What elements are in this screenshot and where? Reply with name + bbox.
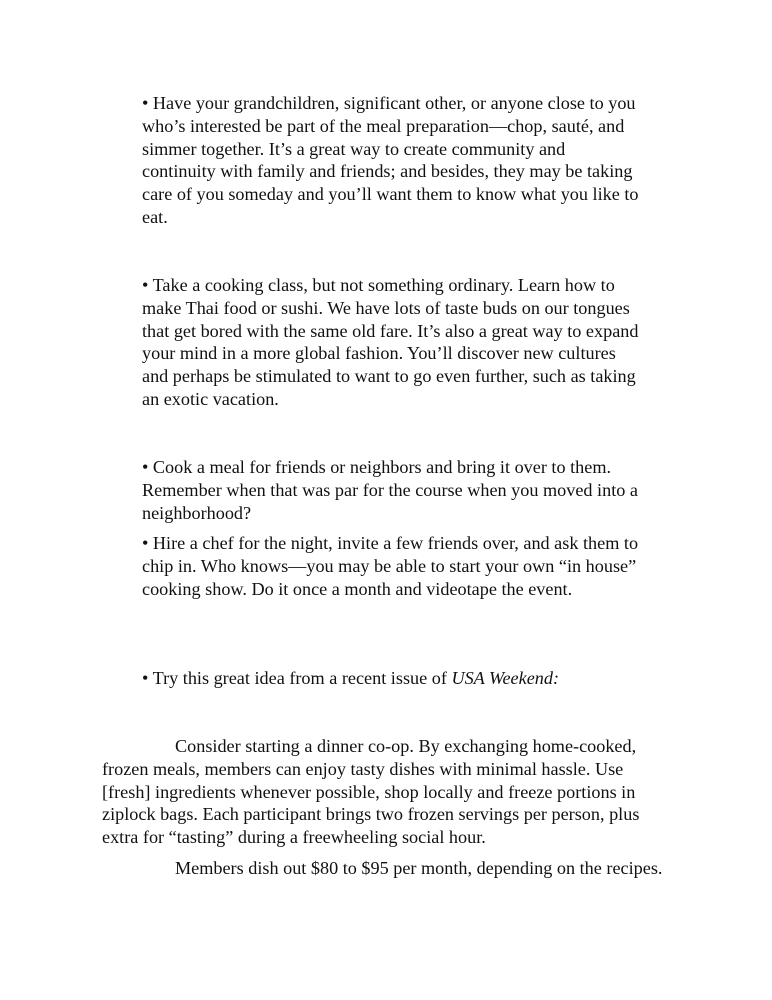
bullet-item: [142, 92, 642, 229]
quote-block: [102, 735, 672, 849]
bullet-text: Cook a meal for friends or neighbors and bring it over to them. Remember when that was par for the course when you moved into a neighborhood?: [142, 457, 638, 523]
quote-block: [102, 857, 672, 880]
bullet-marker: •: [142, 93, 149, 113]
bullet-marker: •: [142, 533, 149, 553]
bullet-marker: •: [142, 668, 149, 688]
bullet-text: Take a cooking class, but not something ordinary. Learn how to make Thai food or sushi. We have lots of taste buds on our tongues that get bored with the same old fare. It’s also a great way to expand your mind in a more global fashion. You’ll discover new cultures and perhaps be stimulated to want to go even further, such as taking an exotic vacation.: [142, 275, 639, 409]
bullet-text: Have your grandchildren, significant other, or anyone close to you who’s interested be part of the meal preparation—chop, sauté, and simmer together. It’s a great way to create community and continuity with family and friends; and besides, they may be taking care of you someday and you’ll want them to know what you like to eat.: [142, 93, 639, 227]
bullet-marker: •: [142, 457, 149, 477]
bullet-item: [142, 274, 642, 411]
bullet-item: [142, 667, 642, 690]
source-publication: USA Weekend:: [451, 668, 560, 688]
bullet-item: [142, 532, 642, 600]
quote-paragraph: Consider starting a dinner co-op. By exchanging home-cooked, frozen meals, members can enjoy tasty dishes with minimal hassle. Use [fresh] ingredients whenever possible, shop locally and freeze portions in ziplock bags. Each participant brings two frozen servings per person, plus extra for “tasting” during a freewheeling social hour.: [102, 736, 640, 848]
bullet-text: Hire a chef for the night, invite a few friends over, and ask them to chip in. Who knows—you may be able to start your own “in house” cooking show. Do it once a month and videotape the event.: [142, 533, 639, 599]
bullet-text: Try this great idea from a recent issue of: [152, 668, 447, 688]
bullet-marker: •: [142, 275, 149, 295]
quote-paragraph: Members dish out $80 to $95 per month, depending on the recipes.: [175, 858, 663, 878]
bullet-item: [142, 456, 642, 524]
